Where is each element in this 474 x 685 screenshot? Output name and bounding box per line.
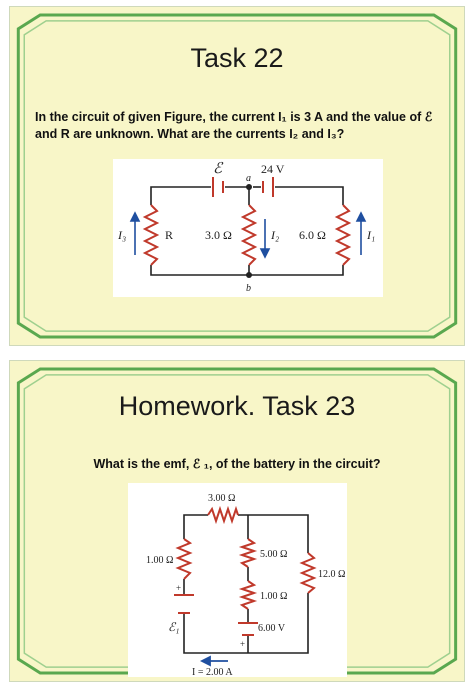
battery-plus-left: +: [176, 583, 182, 593]
slide-title: Task 22: [190, 43, 284, 73]
circuit-diagram-task-22: [113, 159, 383, 297]
current-i3-label: I₃: [118, 228, 127, 242]
question-line-2: and R are unknown. What are the currents I₂ and I₃?: [35, 127, 345, 141]
node-a-dot: [246, 184, 252, 190]
emf-label: ℰ₁: [168, 620, 180, 634]
current-i1-label: I₁: [367, 228, 376, 242]
slide-title: Homework. Task 23: [118, 391, 356, 421]
circuit-diagram-task-23: [128, 483, 347, 677]
current-label: I = 2.00 A: [192, 667, 233, 677]
question-line-1: In the circuit of given Figure, the current I₁ is 3 A and the value of ℰ: [35, 110, 433, 124]
question-text: What is the emf, ℰ ₁, of the battery in the circuit?: [93, 457, 381, 471]
resistor-mid-bottom-label: 1.00 Ω: [260, 591, 288, 602]
battery-plus-right: +: [240, 639, 246, 649]
current-i2-label: I₂: [271, 228, 280, 242]
question-text: [35, 109, 455, 143]
slide-task-22: [9, 6, 465, 346]
resistor-top-label: 3.00 Ω: [208, 493, 236, 504]
node-b-dot: [246, 272, 252, 278]
voltage-label: 24 V: [261, 162, 285, 176]
slide-task-23: [9, 360, 465, 682]
battery-voltage-label: 6.00 V: [258, 623, 286, 634]
resistor-mid-top-label: 5.00 Ω: [260, 549, 288, 560]
resistor-3ohm-label: 3.0 Ω: [205, 228, 232, 242]
resistor-right-label: 12.0 Ω: [318, 569, 346, 580]
node-b-label: b: [246, 283, 251, 294]
resistor-r-label: R: [165, 228, 174, 242]
resistor-6ohm-label: 6.0 Ω: [299, 228, 326, 242]
resistor-left-label: 1.00 Ω: [146, 555, 174, 566]
emf-label: ℰ: [213, 161, 223, 177]
node-a-label: a: [246, 173, 251, 184]
